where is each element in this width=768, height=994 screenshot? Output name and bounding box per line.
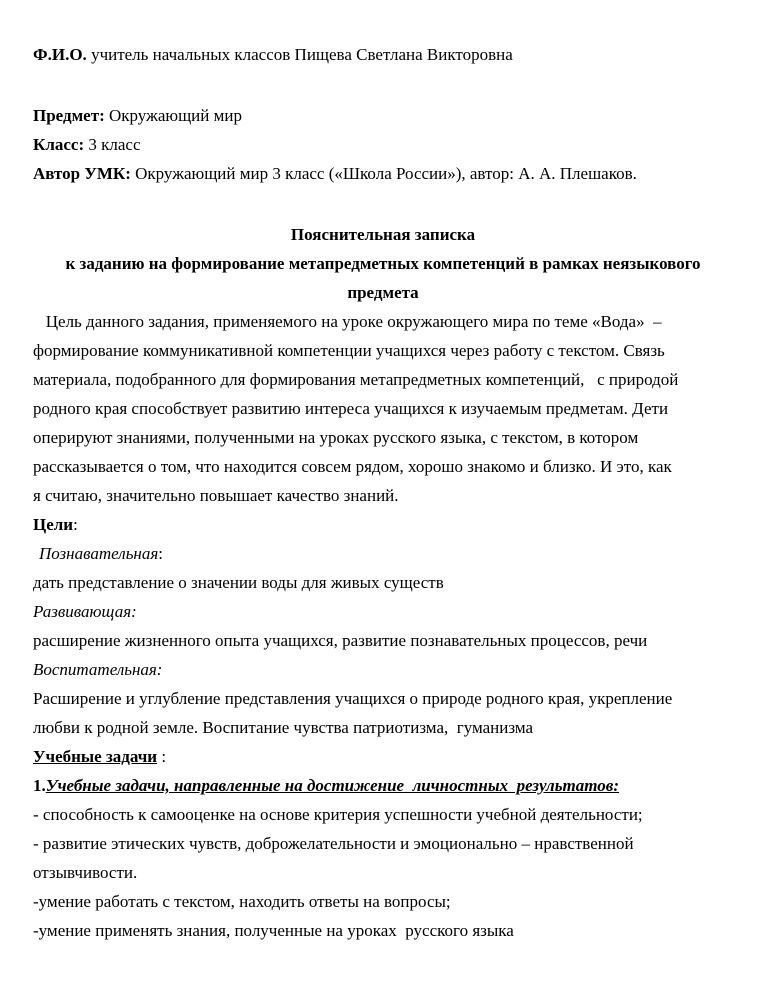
umk-line [33, 159, 733, 188]
educational-text-2: любви к родной земле. Воспитание чувства патриотизма, гуманизма [33, 718, 534, 737]
subject-value: Окружающий мир [104, 106, 242, 125]
task-bullet: -умение работать с текстом, находить ответы на вопросы; [33, 892, 451, 911]
tasks-heading-suffix: : [157, 747, 167, 766]
cognitive-label-line [33, 539, 733, 568]
title-line-3: предмета [347, 283, 419, 302]
author-line [33, 40, 733, 69]
intro-line: я считаю, значительно повышает качество знаний. [33, 486, 399, 505]
intro-line: рассказывается о том, что находится совсем рядом, хорошо знакомо и близко. И это, как [33, 457, 672, 476]
intro-paragraph [33, 307, 733, 510]
educational-label: Воспитательная: [33, 660, 163, 679]
fio-value: учитель начальных классов Пищева Светлана Викторовна [86, 45, 513, 64]
title-line-2: к заданию на формирование метапредметных компетенций в рамках неязыкового [65, 254, 701, 273]
umk-value: Окружающий мир 3 класс («Школа России»), автор: А. А. Плешаков. [130, 164, 637, 183]
grade-label: Класс: [33, 135, 85, 154]
title-line-1: Пояснительная записка [290, 225, 476, 244]
task-item-1 [33, 771, 733, 800]
task-bullet: - развитие этических чувств, доброжелательности и эмоционально – нравственной [33, 834, 634, 853]
task-bullet: -умение применять знания, полученные на уроках русского языка [33, 921, 514, 940]
goals-heading-line [33, 510, 733, 539]
cognitive-label: Познавательная [39, 544, 159, 563]
task-item-title: Учебные задачи, направленные на достижение личностных результатов: [45, 776, 620, 795]
grade-value: 3 класс [84, 135, 141, 154]
goals-heading: Цели [33, 515, 74, 534]
intro-line: материала, подобранного для формирования метапредметных компетенций, с природой [33, 370, 679, 389]
developing-text: расширение жизненного опыта учащихся, развитие познавательных процессов, речи [33, 631, 648, 650]
grade-line [33, 130, 733, 159]
umk-label: Автор УМК: [33, 164, 131, 183]
developing-label: Развивающая: [33, 602, 137, 621]
tasks-heading-line [33, 742, 733, 771]
document-page [33, 40, 733, 945]
fio-label: Ф.И.О. [33, 45, 87, 64]
task-bullet: отзывчивости. [33, 863, 138, 882]
subject-label: Предмет: [33, 106, 105, 125]
cognitive-colon: : [158, 544, 163, 563]
intro-line: оперируют знаниями, полученными на уроках русского языка, с текстом, в котором [33, 428, 639, 447]
cognitive-text: дать представление о значении воды для живых существ [33, 573, 444, 592]
subject-line [33, 101, 733, 130]
task-item-number: 1. [33, 776, 46, 795]
goals-colon: : [73, 515, 78, 534]
intro-line: Цель данного задания, применяемого на уроке окружающего мира по теме «Вода» – [33, 312, 662, 331]
intro-line: формирование коммуникативной компетенции учащихся через работу с текстом. Связь [33, 341, 665, 360]
task-bullet: - способность к самооценке на основе критерия успешности учебной деятельности; [33, 805, 643, 824]
intro-line: родного края способствует развитию интереса учащихся к изучаемым предметам. Дети [33, 399, 669, 418]
tasks-heading: Учебные задачи [33, 747, 158, 766]
educational-text-1: Расширение и углубление представления учащихся о природе родного края, укрепление [33, 689, 673, 708]
